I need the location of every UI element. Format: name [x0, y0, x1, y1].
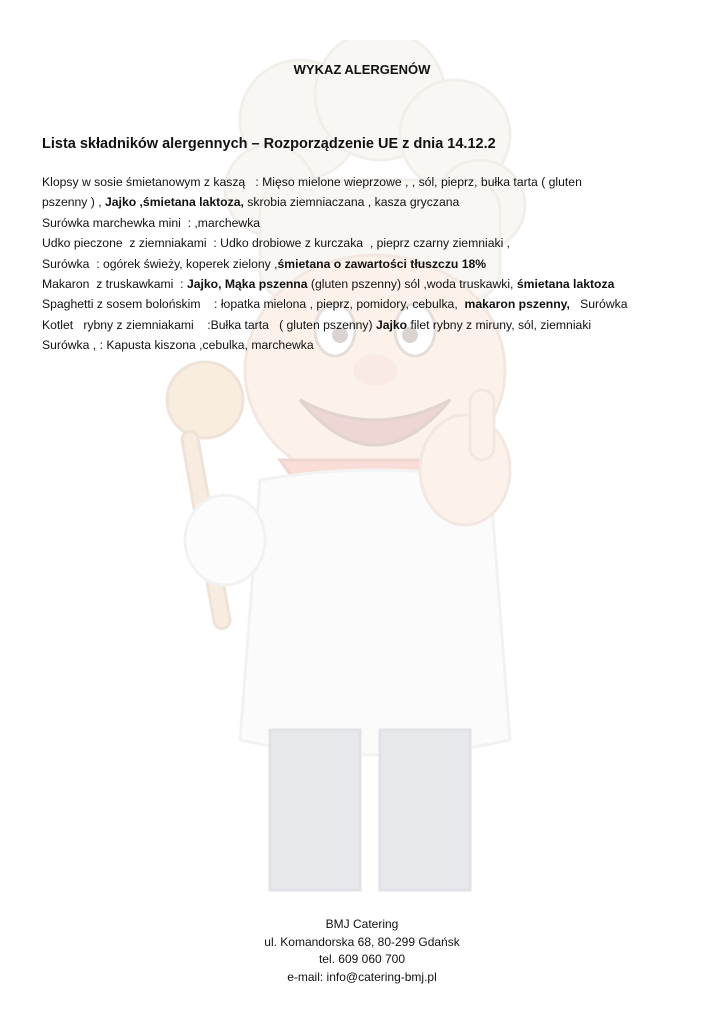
ingredient-text: Klopsy w sosie śmietanowym z kaszą : Mięso mielone wieprzowe , , sól, pieprz, bułka tarta ( gluten: [42, 175, 582, 189]
ingredient-text: Spaghetti z sosem bolońskim : łopatka mielona , pieprz, pomidory, cebulka,: [42, 297, 465, 312]
page-title: WYKAZ ALERGENÓW: [293, 62, 431, 77]
ingredient-text: Surówka: [569, 297, 628, 312]
list-item: [42, 213, 692, 233]
list-item: [42, 233, 692, 253]
footer-phone: tel. 609 060 700: [318, 952, 406, 966]
allergen-highlight: śmietana laktoza: [516, 276, 615, 291]
allergen-highlight: Jajko ,śmietana laktoza,: [105, 195, 244, 210]
list-item: [42, 254, 692, 274]
ingredient-text: Makaron z truskawkami :: [42, 276, 187, 291]
ingredient-text: pszenny ) ,: [42, 195, 105, 210]
ingredient-text: Udko pieczone z ziemniakami : Udko drobiowe z kurczaka , pieprz czarny ziemniaki ,: [42, 236, 511, 251]
list-item: [42, 192, 692, 212]
section-heading: Lista składników alergennych – Rozporządzenie UE z dnia 14.12.2: [42, 136, 496, 152]
list-item: [42, 335, 692, 355]
list-item: [42, 315, 692, 335]
ingredient-text: Kotlet rybny z ziemniakami :Bułka tarta ( gluten pszenny): [42, 317, 376, 332]
ingredient-text: (gluten pszenny) sól ,woda truskawki,: [307, 276, 517, 291]
ingredient-text: Surówka , : Kapusta kiszona ,cebulka, marchewka: [42, 338, 314, 353]
footer-email: e-mail: info@catering-bmj.pl: [287, 969, 437, 984]
footer-address: ul. Komandorska 68, 80-299 Gdańsk: [264, 934, 460, 949]
footer-company: BMJ Catering: [325, 917, 399, 931]
ingredient-text: skrobia ziemniaczana , kasza gryczana: [243, 195, 460, 210]
ingredient-text: filet rybny z miruny, sól, ziemniaki: [407, 317, 592, 332]
list-item: [42, 274, 692, 294]
allergen-highlight: Jajko: [375, 317, 408, 332]
allergen-highlight: Jajko, Mąka pszenna: [186, 276, 308, 291]
allergen-highlight: makaron pszenny,: [464, 297, 570, 312]
ingredient-text: Surówka marchewka mini : ,marchewka: [42, 215, 261, 230]
list-item: [42, 294, 692, 314]
list-item: [42, 172, 692, 192]
footer: [0, 916, 724, 986]
allergen-highlight: śmietana o zawartości tłuszczu 18%: [277, 256, 487, 271]
ingredient-text: Surówka : ogórek świeży, koperek zielony ,: [42, 256, 278, 271]
allergen-list: [42, 172, 692, 356]
